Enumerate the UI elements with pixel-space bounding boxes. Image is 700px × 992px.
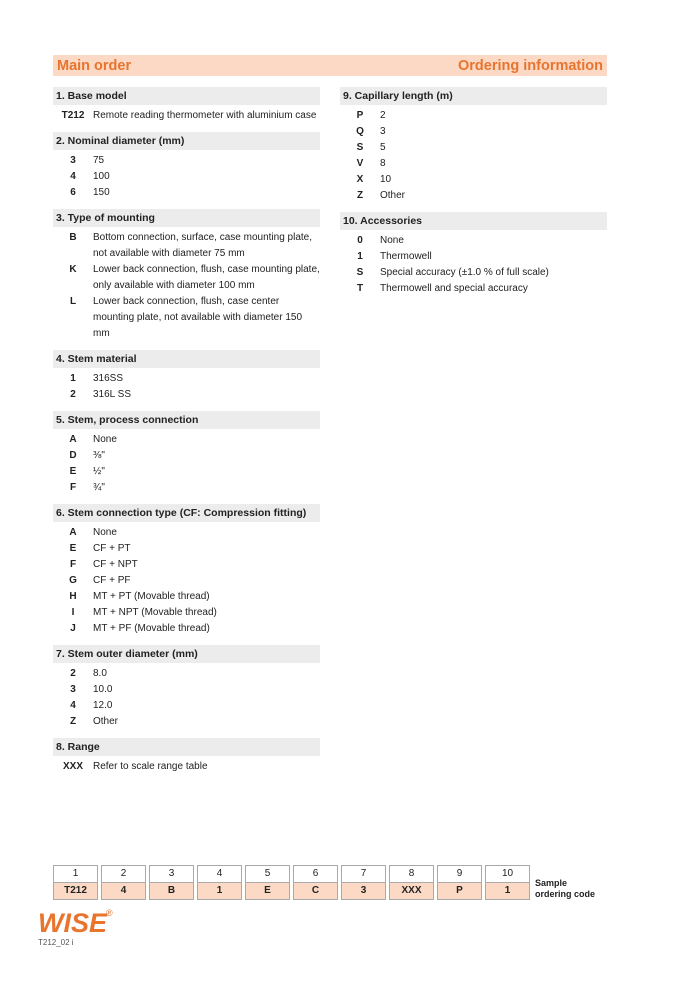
- option-description: 150: [93, 187, 110, 198]
- option-code: Z: [69, 716, 77, 727]
- option-description: None: [93, 527, 117, 538]
- option-row: [53, 371, 320, 387]
- option-row: [53, 108, 320, 124]
- option-row: [53, 621, 320, 637]
- option-row: [53, 525, 320, 541]
- sample-position-number: 3: [149, 865, 194, 882]
- option-row: [340, 249, 607, 265]
- option-code: 3: [70, 155, 76, 166]
- option-description: Special accuracy (±1.0 % of full scale): [380, 267, 549, 278]
- sample-cell: [437, 865, 482, 900]
- option-description: 2: [380, 110, 386, 121]
- option-description: MT + NPT (Movable thread): [93, 607, 217, 618]
- option-description: Thermowell: [380, 251, 432, 262]
- logo-registered-mark: ®: [106, 908, 113, 918]
- sample-code-value: E: [245, 882, 290, 900]
- option-description: CF + NPT: [93, 559, 138, 570]
- option-row: [53, 541, 320, 557]
- section-title: 5. Stem, process connection: [53, 411, 320, 429]
- sample-position-number: 6: [293, 865, 338, 882]
- option-code: 2: [70, 668, 76, 679]
- section: [53, 350, 320, 403]
- section-title: 7. Stem outer diameter (mm): [53, 645, 320, 663]
- option-code: 1: [70, 373, 76, 384]
- option-code: Q: [356, 126, 364, 137]
- right-column: [340, 87, 607, 305]
- logo-text: WISE: [38, 908, 108, 938]
- option-code: A: [69, 527, 77, 538]
- option-code: X: [356, 174, 364, 185]
- sample-position-number: 10: [485, 865, 530, 882]
- sample-code-value: 3: [341, 882, 386, 900]
- section: [53, 132, 320, 201]
- sample-position-number: 5: [245, 865, 290, 882]
- option-code: S: [356, 142, 364, 153]
- option-row: [53, 387, 320, 403]
- option-row: [53, 185, 320, 201]
- option-row: [53, 480, 320, 496]
- option-row: [340, 124, 607, 140]
- option-description: Refer to scale range table: [93, 761, 208, 772]
- option-description: CF + PT: [93, 543, 131, 554]
- sample-cell: [293, 865, 338, 900]
- section-title: 8. Range: [53, 738, 320, 756]
- ordering-information-title: Ordering information: [458, 57, 603, 74]
- sample-position-number: 7: [341, 865, 386, 882]
- section-title: 2. Nominal diameter (mm): [53, 132, 320, 150]
- sample-cell: [245, 865, 290, 900]
- sample-code-value: 1: [197, 882, 242, 900]
- option-code: V: [356, 158, 364, 169]
- option-code: E: [69, 466, 77, 477]
- sample-position-number: 8: [389, 865, 434, 882]
- option-description: 10.0: [93, 684, 113, 695]
- option-description: Lower back connection, flush, case center mounting plate, not available with diameter 150 mm: [93, 296, 303, 339]
- sample-cell: [149, 865, 194, 900]
- option-row: [340, 233, 607, 249]
- section-title: 10. Accessories: [340, 212, 607, 230]
- option-description: 10: [380, 174, 392, 185]
- option-code: 4: [70, 700, 76, 711]
- sample-cell: [53, 865, 98, 900]
- option-row: [340, 281, 607, 297]
- option-row: [340, 140, 607, 156]
- option-row: [53, 262, 320, 294]
- sample-cell: [341, 865, 386, 900]
- page-header-bar: [53, 55, 607, 76]
- option-code: 3: [70, 684, 76, 695]
- option-code: A: [69, 434, 77, 445]
- sample-label-line1: Sample: [535, 878, 568, 888]
- option-code: 0: [357, 235, 363, 246]
- section: [340, 212, 607, 297]
- sample-code-value: P: [437, 882, 482, 900]
- option-row: [53, 698, 320, 714]
- option-description: 100: [93, 171, 110, 182]
- section-title: 1. Base model: [53, 87, 320, 105]
- section: [53, 209, 320, 342]
- sample-position-number: 4: [197, 865, 242, 882]
- left-column: [53, 87, 320, 783]
- option-description: MT + PT (Movable thread): [93, 591, 210, 602]
- option-row: [53, 169, 320, 185]
- section-title: 3. Type of mounting: [53, 209, 320, 227]
- option-description: ¾": [93, 482, 105, 493]
- option-code: 1: [357, 251, 363, 262]
- option-code: 4: [70, 171, 76, 182]
- wise-logo: [38, 906, 118, 938]
- section: [53, 411, 320, 496]
- section: [340, 87, 607, 204]
- section: [53, 504, 320, 637]
- option-row: [53, 605, 320, 621]
- option-description: Remote reading thermometer with aluminium case: [93, 110, 317, 121]
- main-order-title: Main order: [57, 57, 132, 74]
- option-row: [53, 759, 320, 775]
- option-description: ⅜": [93, 450, 105, 461]
- option-row: [340, 172, 607, 188]
- option-row: [53, 714, 320, 730]
- option-code: B: [69, 232, 77, 243]
- document-code: T212_02 i: [38, 938, 74, 947]
- sample-cell: [101, 865, 146, 900]
- option-row: [53, 557, 320, 573]
- sample-position-number: 9: [437, 865, 482, 882]
- option-row: [53, 589, 320, 605]
- option-row: [340, 265, 607, 281]
- option-row: [53, 294, 320, 342]
- option-code: H: [69, 591, 77, 602]
- option-description: Lower back connection, flush, case mounting plate, only available with diameter 100 mm: [93, 264, 320, 291]
- option-code: D: [69, 450, 77, 461]
- sample-position-number: 2: [101, 865, 146, 882]
- option-row: [53, 448, 320, 464]
- option-description: Other: [380, 190, 406, 201]
- option-code: L: [69, 296, 77, 307]
- option-code: P: [356, 110, 364, 121]
- option-description: 12.0: [93, 700, 113, 711]
- option-description: 75: [93, 155, 105, 166]
- option-code: I: [71, 607, 75, 618]
- option-row: [340, 188, 607, 204]
- option-code: 6: [70, 187, 76, 198]
- option-row: [53, 464, 320, 480]
- option-code: J: [70, 623, 76, 634]
- option-row: [340, 108, 607, 124]
- sample-label-line2: ordering code: [535, 889, 596, 899]
- option-description: Bottom connection, surface, case mounting plate, not available with diameter 75 mm: [93, 232, 313, 259]
- section: [53, 645, 320, 730]
- sample-code-value: B: [149, 882, 194, 900]
- sample-label: [535, 878, 595, 900]
- option-description: Thermowell and special accuracy: [380, 283, 528, 294]
- option-code: F: [69, 482, 77, 493]
- section-title: 4. Stem material: [53, 350, 320, 368]
- option-description: 5: [380, 142, 386, 153]
- sample-ordering-code: [53, 865, 595, 900]
- option-code: S: [356, 267, 364, 278]
- option-description: 8.0: [93, 668, 107, 679]
- sample-code-value: XXX: [389, 882, 434, 900]
- option-code: XXX: [62, 761, 83, 772]
- option-row: [53, 432, 320, 448]
- section-title: 9. Capillary length (m): [340, 87, 607, 105]
- option-description: 316SS: [93, 373, 124, 384]
- option-code: 2: [70, 389, 76, 400]
- sample-cell: [197, 865, 242, 900]
- option-code: T: [356, 283, 364, 294]
- option-code: K: [69, 264, 77, 275]
- option-description: MT + PF (Movable thread): [93, 623, 210, 634]
- option-code: E: [69, 543, 77, 554]
- option-description: CF + PF: [93, 575, 131, 586]
- option-row: [53, 573, 320, 589]
- option-description: Other: [93, 716, 119, 727]
- option-row: [53, 682, 320, 698]
- section: [53, 87, 320, 124]
- option-description: None: [380, 235, 404, 246]
- option-code: G: [69, 575, 77, 586]
- sample-code-value: 4: [101, 882, 146, 900]
- sample-position-number: 1: [53, 865, 98, 882]
- option-row: [53, 666, 320, 682]
- option-row: [53, 230, 320, 262]
- option-code: Z: [356, 190, 364, 201]
- sample-cell: [485, 865, 530, 900]
- option-code: T212: [61, 110, 85, 121]
- sample-code-value: T212: [53, 882, 98, 900]
- sample-cell: [389, 865, 434, 900]
- option-description: None: [93, 434, 117, 445]
- sample-code-value: 1: [485, 882, 530, 900]
- option-description: 3: [380, 126, 386, 137]
- sample-code-value: C: [293, 882, 338, 900]
- option-description: ½": [93, 466, 105, 477]
- option-row: [340, 156, 607, 172]
- section: [53, 738, 320, 775]
- option-row: [53, 153, 320, 169]
- section-title: 6. Stem connection type (CF: Compression fitting): [53, 504, 320, 522]
- option-code: F: [69, 559, 77, 570]
- option-description: 8: [380, 158, 386, 169]
- option-description: 316L SS: [93, 389, 131, 400]
